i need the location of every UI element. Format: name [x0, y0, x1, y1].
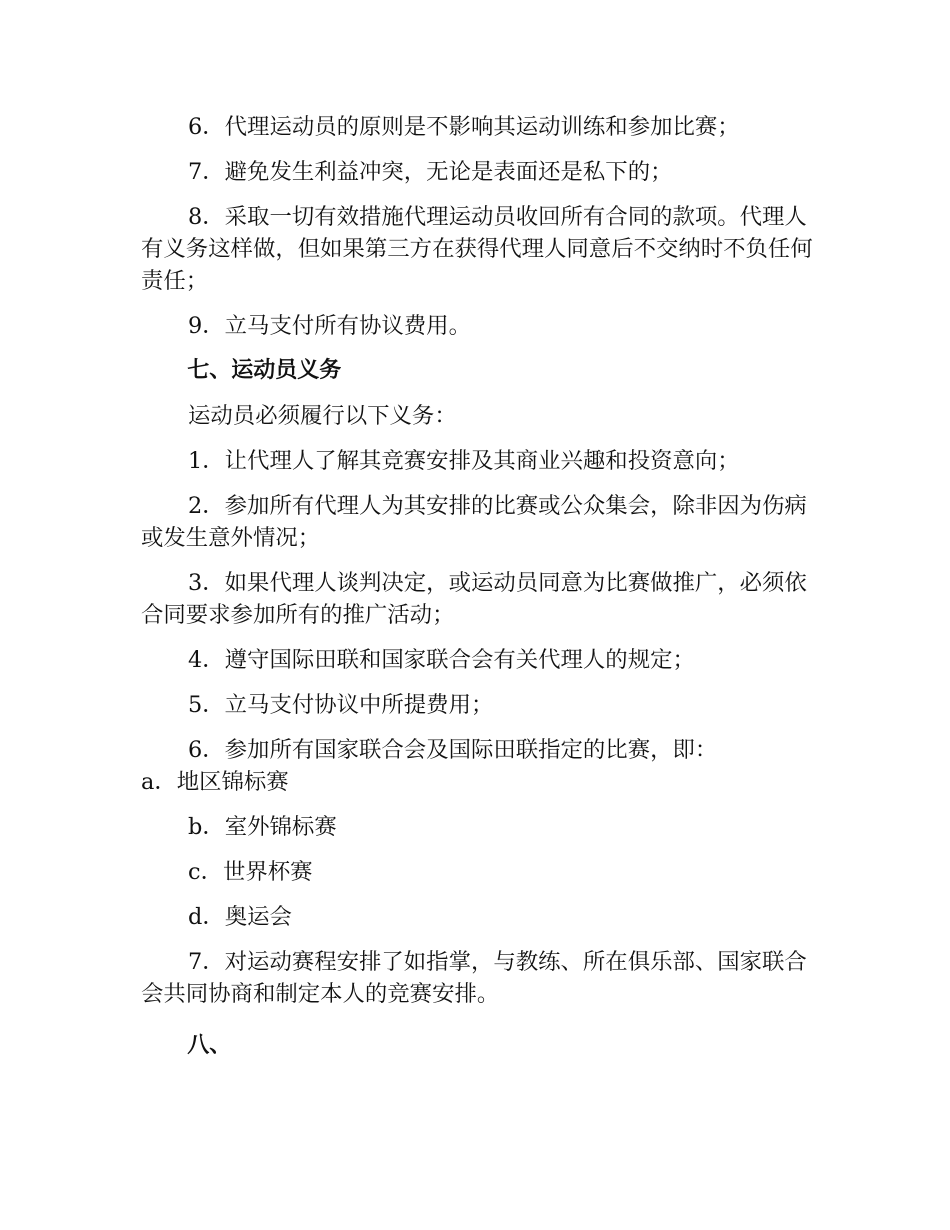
- section-8-heading: 八、: [187, 1033, 232, 1058]
- agent-duty-item-8: 8．采取一切有效措施代理运动员收回所有合同的款项。代理人有义务这样做，但如果第三方在获得代理人同意后不交纳时不负任何责任；: [141, 204, 813, 294]
- competition-item-c: c．世界杯赛: [188, 859, 313, 885]
- competition-item-a: a．地区锦标赛: [141, 769, 289, 795]
- athlete-duty-item-5: 5．立马支付协议中所提费用；: [188, 692, 494, 718]
- agent-duty-item-7: 7．避免发生利益冲突，无论是表面还是私下的；: [188, 159, 673, 185]
- athlete-duty-item-3: 3．如果代理人谈判决定，或运动员同意为比赛做推广，必须依合同要求参加所有的推广活动；: [141, 570, 807, 628]
- athlete-duty-item-2: 2．参加所有代理人为其安排的比赛或公众集会，除非因为伤病或发生意外情况；: [141, 493, 807, 551]
- athlete-duty-item-4: 4．遵守国际田联和国家联合会有关代理人的规定；: [188, 647, 695, 673]
- document-body: [141, 111, 813, 1075]
- agent-duty-item-6: 6．代理运动员的原则是不影响其运动训练和参加比赛；: [188, 114, 740, 140]
- section-7-heading: 七、运动员义务: [187, 358, 342, 383]
- section-7-intro: 运动员必须履行以下义务：: [188, 403, 457, 429]
- athlete-duty-item-6: 6．参加所有国家联合会及国际田联指定的比赛，即：: [188, 737, 718, 763]
- competition-item-b: b．室外锦标赛: [188, 814, 337, 840]
- athlete-duty-item-1: 1．让代理人了解其竞赛安排及其商业兴趣和投资意向；: [188, 448, 740, 474]
- agent-duty-item-9: 9．立马支付所有协议费用。: [188, 313, 471, 339]
- athlete-duty-item-7: 7．对运动赛程安排了如指掌，与教练、所在俱乐部、国家联合会共同协商和制定本人的竞赛安排。: [141, 949, 807, 1007]
- competition-item-d: d．奥运会: [188, 904, 292, 930]
